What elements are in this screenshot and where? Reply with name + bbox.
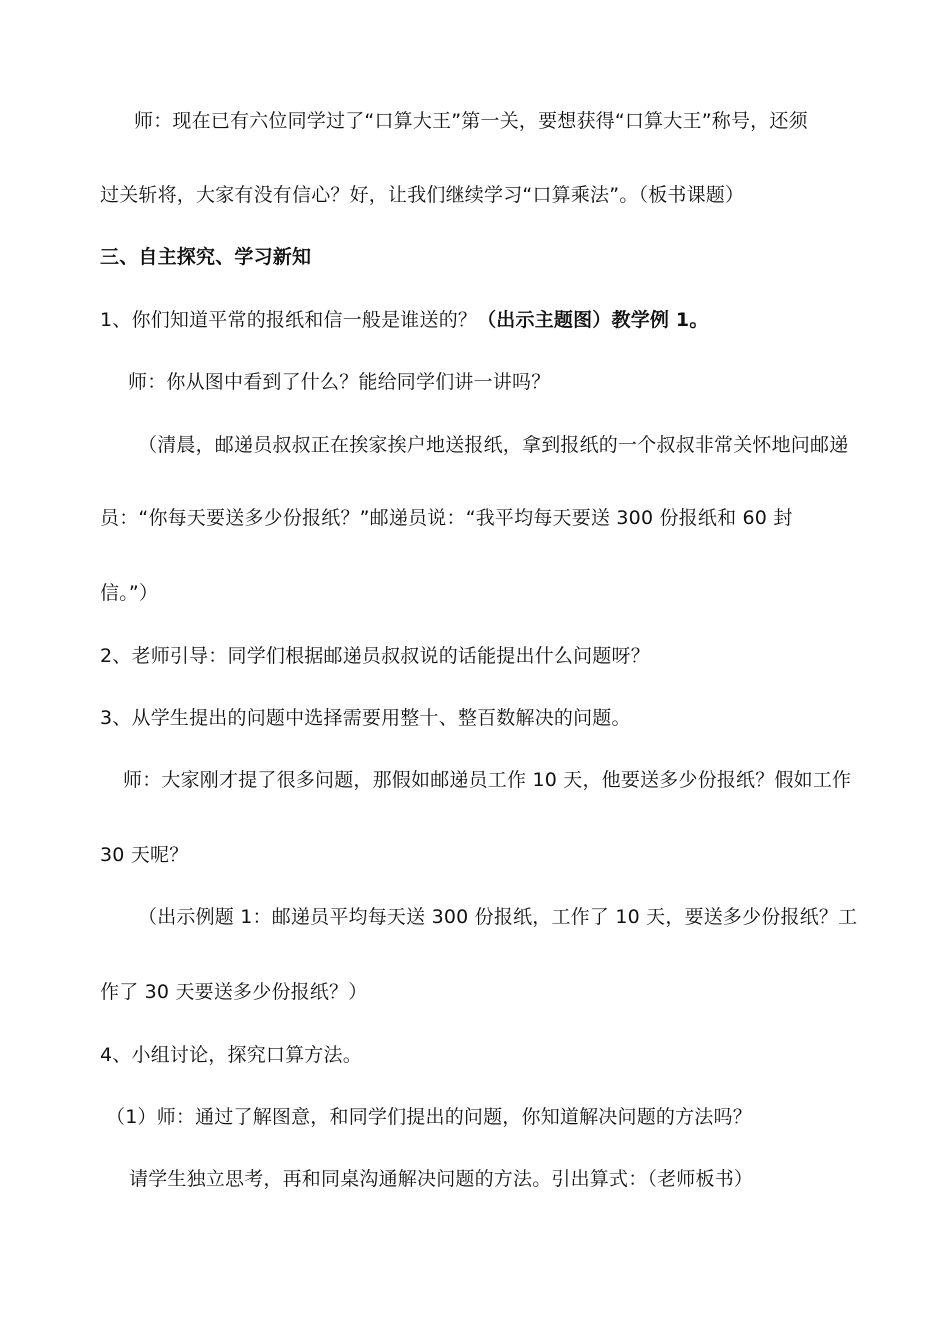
paragraph-line (100, 307, 709, 333)
paragraph-line: 师：你从图中看到了什么？能给同学们讲一讲吗？ (128, 371, 551, 393)
section-heading: 三、自主探究、学习新知 (100, 246, 312, 268)
paragraph-line: 师：大家刚才提了很多问题，那假如邮递员工作 10 天，他要送多少份报纸？假如工作 (123, 769, 852, 791)
paragraph-line: （清晨，邮递员叔叔正在挨家挨户地送报纸，拿到报纸的一个叔叔非常关怀地问邮递 (138, 434, 849, 456)
example-reference: （出示主题图）教学例 1。 (477, 309, 709, 331)
paragraph-line: 过关斩将，大家有没有信心？好，让我们继续学习“口算乘法”。（板书课题） (100, 184, 745, 206)
paragraph-line: 作了 30 天要送多少份报纸？） (100, 981, 368, 1003)
paragraph-line: 师：现在已有六位同学过了“口算大王”第一关，要想获得“口算大王”称号，还须 (134, 110, 808, 132)
paragraph-line: 4、小组讨论，探究口算方法。 (100, 1044, 362, 1066)
paragraph-line: 请学生独立思考，再和同桌沟通解决问题的方法。引出算式：（老师板书） (129, 1168, 754, 1190)
paragraph-line: （1）师：通过了解图意，和同学们提出的问题，你知道解决问题的方法吗？ (106, 1106, 752, 1128)
paragraph-line: （出示例题 1：邮递员平均每天送 300 份报纸，工作了 10 天，要送多少份报纸？工 (138, 906, 858, 928)
paragraph-line: 信。”） (100, 582, 159, 604)
paragraph-line: 30 天呢？ (100, 844, 189, 866)
paragraph-line: 2、老师引导：同学们根据邮递员叔叔说的话能提出什么问题呀？ (100, 645, 650, 667)
paragraph-line: 员：“你每天要送多少份报纸？”邮递员说：“我平均每天要送 300 份报纸和 60 封 (100, 507, 793, 529)
paragraph-line: 3、从学生提出的问题中选择需要用整十、整百数解决的问题。 (100, 707, 631, 729)
question-text: 1、你们知道平常的报纸和信一般是谁送的？ (100, 309, 478, 331)
